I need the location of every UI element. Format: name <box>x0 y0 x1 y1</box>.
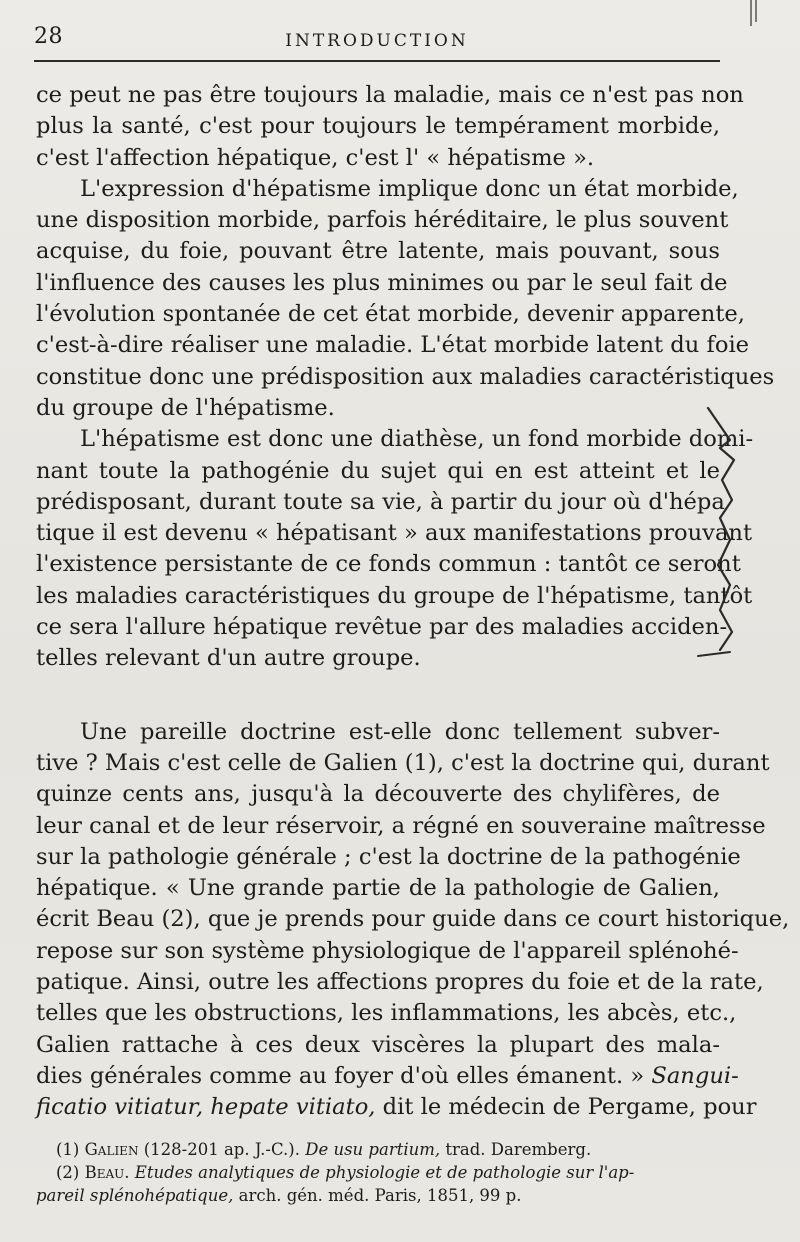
text-line: acquise, du foie, pouvant être latente, mais pouvant, sous <box>36 238 720 265</box>
paragraph-gap <box>36 675 720 717</box>
chapter-title: INTRODUCTION <box>285 31 469 51</box>
text-line: Une pareille doctrine est-elle donc tellement subver- <box>80 718 720 745</box>
text-line: plus la santé, c'est pour toujours le tempérament morbide, <box>36 113 720 140</box>
text-line: L'expression d'hépatisme implique donc un état morbide, <box>80 175 739 202</box>
text-line: telles que les obstructions, les inflammations, les abcès, etc., <box>36 1000 737 1027</box>
footnote-text: (128-201 ap. J.-C.). <box>143 1140 300 1159</box>
text-line: prédisposant, durant toute sa vie, à partir du jour où d'hépa <box>36 488 725 515</box>
handwritten-margin-bracket <box>690 400 770 680</box>
text-line: quinze cents ans, jusqu'à la découverte des chylifères, de <box>36 781 720 808</box>
text-line: ce peut ne pas être toujours la maladie, mais ce n'est pas non <box>36 82 744 108</box>
text-line: patique. Ainsi, outre les affections propres du foie et de la rate, <box>36 969 764 996</box>
text-line: telles relevant d'un autre groupe. <box>36 645 421 672</box>
text-segment: dit le médecin de Pergame, pour <box>382 1094 757 1121</box>
footnotes <box>36 1138 720 1207</box>
text-line: leur canal et de leur réservoir, a régné en souveraine maîtresse <box>36 812 766 839</box>
page-number: 28 <box>34 24 63 49</box>
footnote-marker: (1) <box>56 1140 80 1159</box>
text-line: du groupe de l'hépatisme. <box>36 394 335 421</box>
text-line: les maladies caractéristiques du groupe de l'hépatisme, tantôt <box>36 582 753 609</box>
text-line: tique il est devenu « hépatisant » aux manifestations prouvant <box>36 520 753 547</box>
text-line: ce sera l'allure hépatique revêtue par des maladies acciden- <box>36 614 728 641</box>
text-line: l'influence des causes les plus minimes ou par le seul fait de <box>36 269 728 296</box>
text-line: l'existence persistante de ce fonds commun : tantôt ce seront <box>36 551 741 578</box>
footnote-text: trad. Daremberg. <box>445 1140 592 1159</box>
text-line: constitue donc une prédisposition aux maladies caractéristiques <box>36 363 775 390</box>
italic-latin: ficatio vitiatur, hepate vitiato, <box>36 1094 376 1121</box>
footnote-2-cont <box>36 1184 720 1207</box>
footnote-author: Beau. <box>84 1163 130 1182</box>
text-line: l'évolution spontanée de cet état morbide, devenir apparente, <box>36 301 745 328</box>
text-line: c'est-à-dire réaliser une maladie. L'état morbide latent du foie <box>36 332 750 359</box>
text-line: L'hépatisme est donc une diathèse, un fond morbide domi- <box>80 426 754 453</box>
text-line: hépatique. « Une grande partie de la pathologie de Galien, <box>36 875 720 902</box>
italic-latin: Sangui- <box>651 1062 739 1089</box>
text-line: Galien rattache à ces deux viscères la plupart des mala- <box>36 1031 720 1058</box>
text-line: c'est l'affection hépatique, c'est l' « hépatisme ». <box>36 144 595 171</box>
text-line: nant toute la pathogénie du sujet qui en est atteint et le <box>36 457 720 484</box>
text-line: tive ? Mais c'est celle de Galien (1), c'est la doctrine qui, durant <box>36 749 770 776</box>
text-line <box>36 1061 739 1092</box>
body-text <box>36 80 790 1124</box>
footnote-title: De usu partium, <box>305 1140 441 1159</box>
footnote-author: Galien <box>84 1140 139 1159</box>
text-line: écrit Beau (2), que je prends pour guide dans ce court historique, <box>36 906 790 933</box>
footnote-text: arch. gén. méd. Paris, 1851, 99 p. <box>238 1186 522 1205</box>
footnote-title: pareil splénohépatique, <box>36 1186 234 1205</box>
text-line: une disposition morbide, parfois héréditaire, le plus souvent <box>36 207 729 234</box>
footnote-title: Etudes analytiques de physiologie et de pathologie sur l'ap- <box>134 1163 635 1182</box>
running-header <box>34 24 720 62</box>
footnote-2 <box>36 1161 720 1184</box>
footnote-1 <box>36 1138 720 1161</box>
text-line <box>36 1092 757 1123</box>
text-line: sur la pathologie générale ; c'est la doctrine de la pathogénie <box>36 843 741 870</box>
page-edge-mark <box>748 0 760 30</box>
footnote-marker: (2) <box>56 1163 80 1182</box>
text-segment: dies générales comme au foyer d'où elles émanent. » <box>36 1062 645 1089</box>
text-line: repose sur son système physiologique de l'appareil splénohé- <box>36 937 739 964</box>
